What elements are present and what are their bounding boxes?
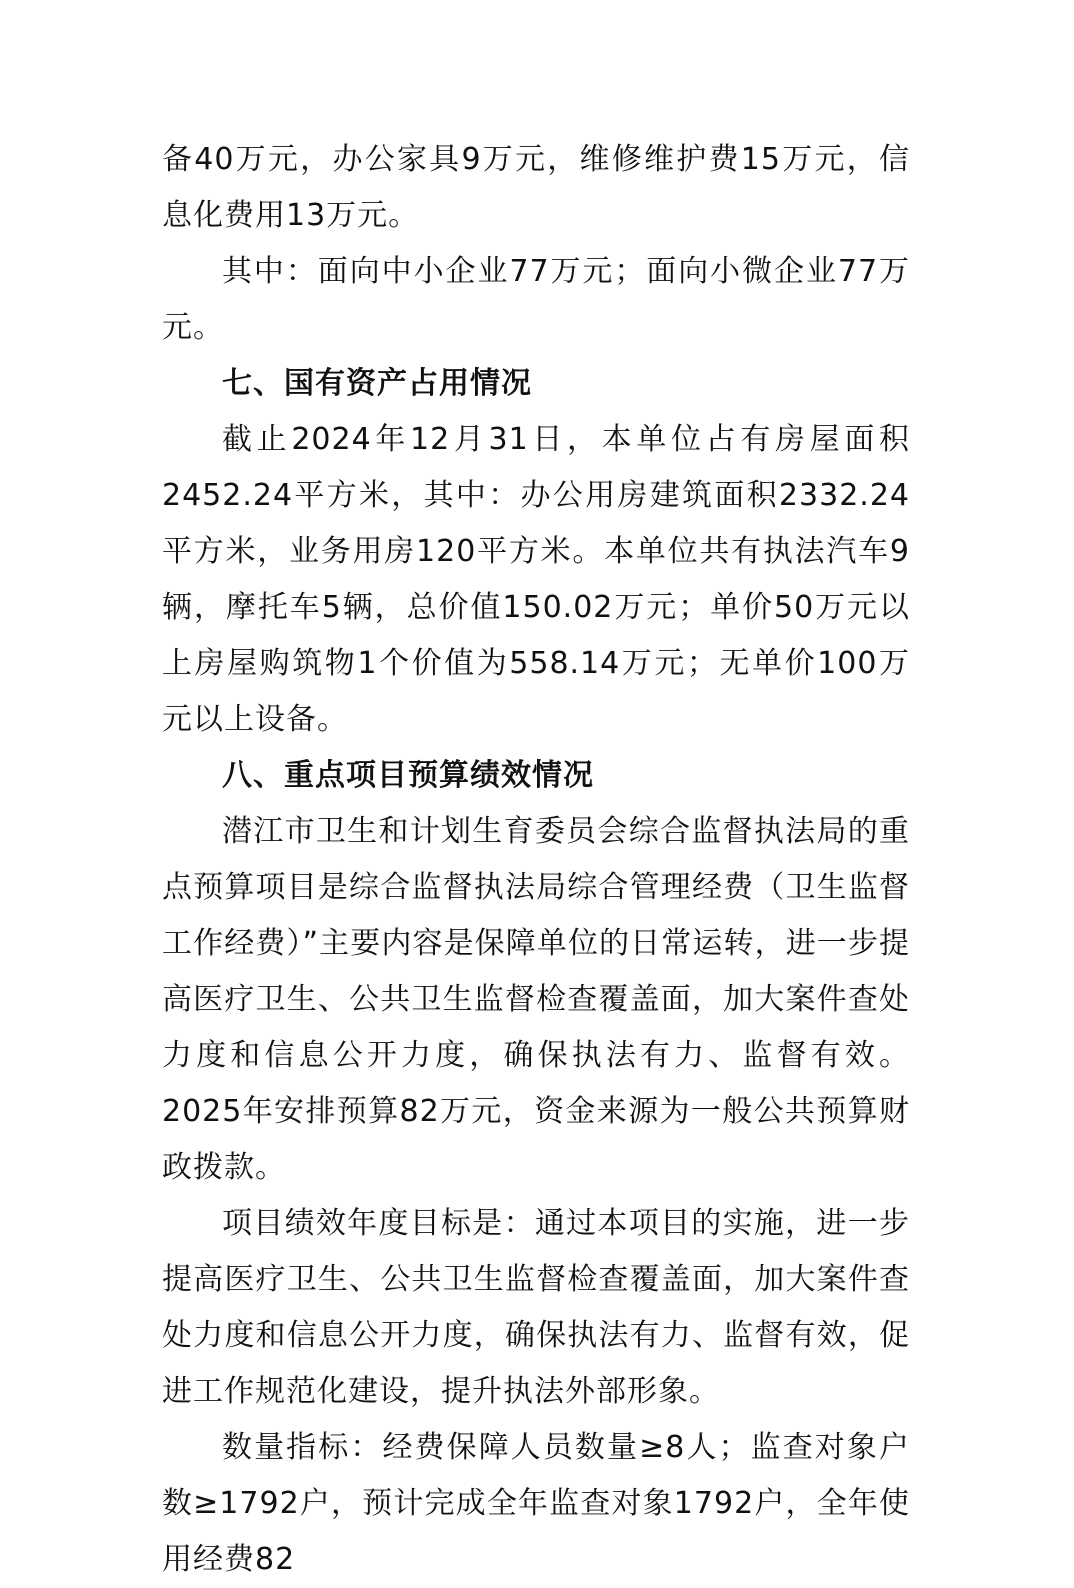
section-heading-key-project-performance: 八、重点项目预算绩效情况: [222, 758, 594, 793]
section-heading-state-assets: 七、国有资产占用情况: [222, 366, 532, 401]
paragraph-annual-goal: 项目绩效年度目标是：通过本项目的实施，进一步提高医疗卫生、公共卫生监督检查覆盖面，加大案件查处力度和信息公开力度，确保执法有力、监督有效，促进工作规范化建设，提升执法外部形象。: [162, 1206, 910, 1409]
paragraph-sme-procurement: 其中：面向中小企业77万元；面向小微企业77万元。: [162, 254, 910, 345]
document-body: [162, 132, 910, 1588]
paragraph-quantity-indicators: 数量指标：经费保障人员数量≥8人；监查对象户数≥1792户，预计完成全年监查对象1792户，全年使用经费82: [162, 1430, 910, 1577]
paragraph-key-project: 潜江市卫生和计划生育委员会综合监督执法局的重点预算项目是综合监督执法局综合管理经费（卫生监督工作经费）”主要内容是保障单位的日常运转，进一步提高医疗卫生、公共卫生监督检查覆盖面，加大案件查处力度和信息公开力度，确保执法有力、监督有效。2025年安排预算82万元，资金来源为一般公共预算财政拨款。: [162, 814, 910, 1185]
paragraph-state-assets: 截止2024年12月31日，本单位占有房屋面积 2452.24平方米，其中：办公用房建筑面积2332.24平方米，业务用房120平方米。本单位共有执法汽车9辆，摩托车5辆，总价值150.02万元；单价50万元以上房屋购筑物1个价值为558.14万元；无单价100万元以上设备。: [162, 422, 910, 737]
paragraph-continuation: 备40万元，办公家具9万元，维修维护费15万元，信息化费用13万元。: [162, 142, 910, 233]
